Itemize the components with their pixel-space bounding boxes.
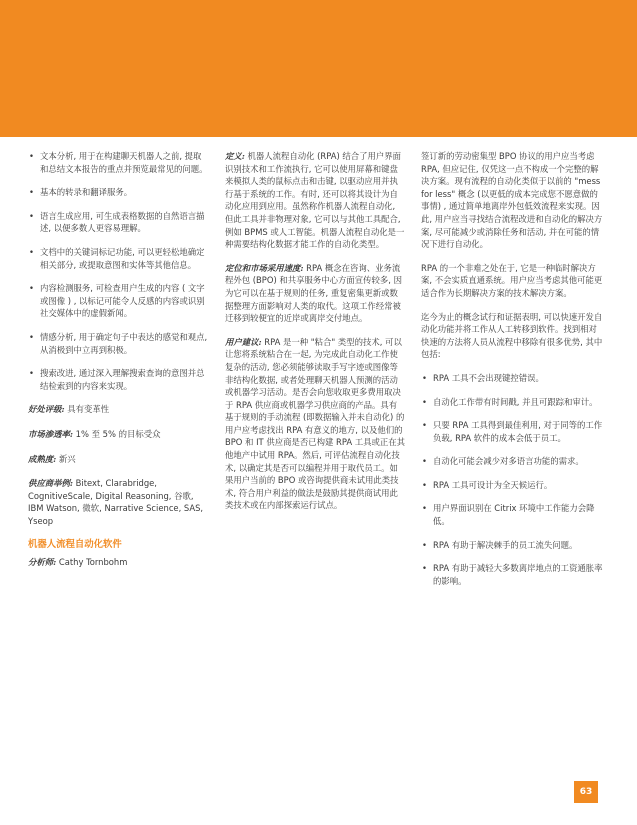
list-item: • 文本分析, 用于在构建聊天机器人之前, 提取和总结文本报告的重点并预览最常见的问题。 (28, 150, 208, 175)
user-advice-paragraph: 用户建议: RPA 是一种 "粘合" 类型的技术, 可以让您将系统粘合在一起, 为完成此自动化工作使复杂的活动, 您必须能够读取手写字迹或图像等非结构化数据, 或者处理聊天机器人预测的活动或机器学习活动。是否会向您收取更多费用取决于 RPA 供应商或机器学习供应商的产品。具有基于规则的手动流程 (即数据输入并未自动化) 的用户应考虑找出 RPA 有意义的地方, 以及他们的 BPO 和 IT 供应商是否已构建 RPA 工具或正在其他地产中试用 RPA。然后, 可评估流程自动化技术, 以确定其是否可以编程并用于取代员工。如果用户当前的 BPO 或咨询提供商未试用此类技术, 符合用户利益的做法是鼓励其提供商试用此类技术或在内部探索运行试点。 (225, 336, 405, 511)
section-title: 机器人流程自动化软件 (28, 539, 122, 551)
sample-vendors: 供应商举例: Bitext, Clarabridge, CognitiveScale, Digital Reasoning, 谷歌, IBM Watson, 微软, Narrative Science, SAS, Yseop (28, 478, 204, 526)
list-item: • 用户界面识别在 Citrix 环境中工作能力会降低。 (421, 502, 603, 527)
column-left (28, 150, 208, 569)
header-banner (0, 0, 637, 137)
definition-paragraph: 定义: 机器人流程自动化 (RPA) 结合了用户界面识别技术和工作流执行, 它可以使用屏幕和键盘来模拟人类的鼠标点击和击键, 以驱动应用并执行基于系统的工作。有时, 还可以将其设计为自动化应用到应用。虽然称作机器人流程自动化, 但此工具并非物理对象, 它可以与其他工具配合, 例如 BPMS 或人工智能。机器人流程自动化是一种需要结构化数据才能工作的自动化类型。 (225, 151, 405, 250)
list-item: • 只要 RPA 工具得到最佳利用, 对于同等的工作负载, RPA 软件的成本会低于员工。 (421, 419, 603, 444)
column-middle (225, 150, 405, 523)
market-penetration: 市场渗透率: 1% 至 5% 的目标受众 (28, 428, 161, 439)
page-number: 63 (574, 781, 598, 803)
list-item: • RPA 工具不会出现键控错误。 (421, 372, 603, 385)
analyst: 分析师: Cathy Tornbohm (28, 557, 128, 568)
paragraph: 迄今为止的概念试行和证据表明, 可以快速开发自动化功能并将工作从人工转移到软件。找到相对快速的方法将人员从流程中移除有很多优势, 其中包括: (421, 311, 603, 360)
benefit-rating: 好处评级: 具有变革性 (28, 404, 110, 415)
column-right (421, 150, 603, 598)
list-item: • 自动化可能会减少对多语言功能的需求。 (421, 455, 603, 468)
use-case-list (28, 150, 208, 392)
list-item: • 基本的转录和翻译服务。 (28, 186, 208, 199)
list-item: • 自动化工作带有时间戳, 并且可跟踪和审计。 (421, 396, 603, 409)
position-paragraph: 定位和市场采用速度: RPA 概念在咨询、业务流程外包 (BPO) 和共享服务中心方面宣传较多, 因为它可以在基于规则的任务, 重复密集更新或数据整理方面影响对人类的取代。这项工作经常被迁移到较便宜的近岸或离岸交付地点。 (225, 262, 402, 324)
list-item: • 语言生成应用, 可生成表格数据的自然语言描述, 以便多数人更容易理解。 (28, 210, 208, 235)
list-item: • RPA 有助于解决棘手的员工流失问题。 (421, 539, 603, 552)
list-item: • RPA 工具可设计为全天候运行。 (421, 479, 603, 492)
list-item: • 情感分析, 用于确定句子中表达的感觉和观点, 从消极到中立再到积极。 (28, 331, 208, 356)
list-item: • 搜索改进, 通过深入理解搜索查询的意图并总结检索到的内容来实现。 (28, 367, 208, 392)
paragraph: 签订新的劳动密集型 BPO 协议的用户应当考虑 RPA, 但应记住, 仅凭这一点不构成一个完整的解决方案。现有流程的自动化类似于以前的 "mess for less" 概念 (以更低的成本完成您不愿意做的事情) , 通过简单地离岸外包低效流程来实现。因此, 用户应当寻找结合流程改进和自动化的解决方案, 尽可能减少或消除任务和活动, 并在可能的情况下进行自动化。 (421, 151, 603, 250)
list-item: • 内容检测服务, 可检查用户生成的内容 ( 文字或图像 ) , 以标记可能令人反感的内容或识别社交媒体中的虚假新闻。 (28, 282, 208, 320)
list-item: • 文档中的关键词标记功能, 可以更轻松地确定相关部分, 或提取意图和实体等其他信息。 (28, 246, 208, 271)
maturity: 成熟度: 新兴 (28, 453, 76, 464)
benefit-list (421, 372, 603, 588)
paragraph: RPA 的一个非难之处在于, 它是一种临时解决方案, 不会实质直通系统。用户应当考虑其他可能更适合作为长期解决方案的技术解决方案。 (421, 262, 603, 298)
list-item: • RPA 有助于减轻大多数离岸地点的工资通胀率的影响。 (421, 562, 603, 587)
